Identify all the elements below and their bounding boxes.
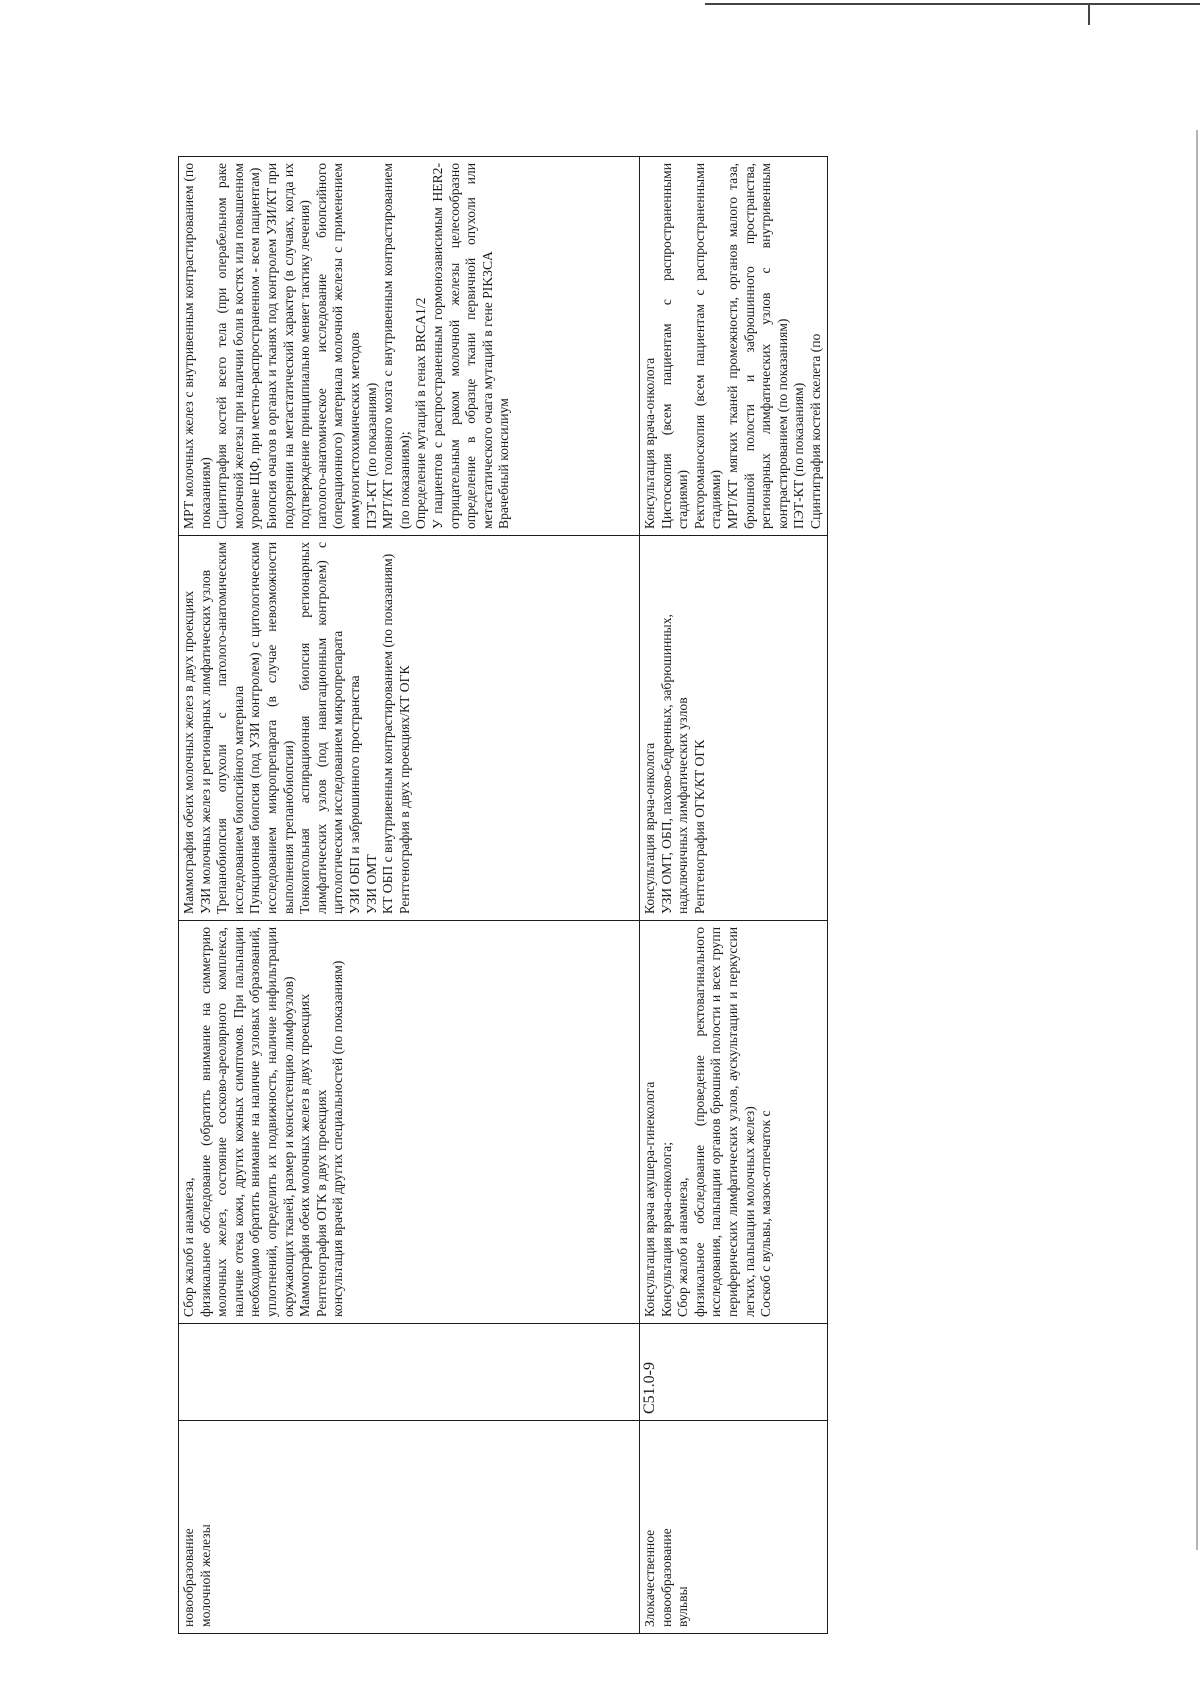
table-row [640,157,828,1634]
specialized-exam-text: МРТ молочных желез с внутривенным контрастированием (по показаниям) Сцинтиграфия костей всего тела (при операбельном раке молочной железы при наличии боли в костях или повышенном уровне ЩФ, при местно-распространенном - всем пациентам) Биопсия очагов в органах и тканях под контролем УЗИ/КТ при подозрении на метастатический характер (в случаях, когда их подтверждение принципиально меняет тактику лечения) патолого-анатомическое исследование биопсийного (операционного) материала молочной железы с применением иммуногистохимических методов ПЭТ-КТ (по показаниям) МРТ/КТ головного мозга с внутривенным контрастированием (по показаниям); Определение мутаций в генах BRCA1/2 У пациентов с распространенным гормонозависимым HER2-отрицательным раком молочной железы целесообразно определение в образце ткани первичной опухоли или метастатического очага мутаций в гене PIK3CA Врачебный консилиум [181,163,512,529]
rotated-page [0,96,1200,1696]
table-row [179,157,640,1634]
primary-exam-cell [179,921,640,1324]
diagnosis-name-cell [640,1421,828,1634]
confirmation-exam-cell [179,536,640,921]
icd-code-cell [640,1324,828,1421]
diagnostic-table [178,156,828,1634]
diagnosis-name-cell [179,1421,640,1634]
icd-code-cell [179,1324,640,1421]
specialized-exam-cell [179,157,640,536]
primary-exam-cell [640,921,828,1324]
scan-line-top-right [1088,3,1090,25]
primary-exam-text: Сбор жалоб и анамнеза, физикальное обследование (обратить внимание на симметрию молочных желез, состояние сосково-ареолярного комплекса, наличие отека кожи, других кожных симптомов. При пальпации необходимо обратить внимание на наличие узловых образований, уплотнений, определить их подвижность, наличие инфильтрации окружающих тканей, размер и консистенцию лимфоузлов) Маммография обеих молочных желез в двух проекциях Рентгенография ОГК в двух проекциях консультация врачей других специальностей (по показаниям) [181,927,346,1317]
diagnosis-name: новообразование молочной железы [181,1524,213,1627]
scan-line-top [705,3,1200,5]
diagnosis-name: Злокачественное новообразование вульвы [642,1528,691,1627]
specialized-exam-text: Консультация врача-онколога Цистоскопия (всем пациентам с распространенными стадиями) Ректороманоскопия (всем пациентам с распространенными стадиями) МРТ/КТ мягких тканей промежности, органов малого таза, брюшной полости и забрюшинного пространства, регионарных лимфатических узлов с внутривенным контрастированием (по показаниям) ПЭТ-КТ (по показаниям) Сцинтиграфия костей скелета (по [642,163,823,529]
confirmation-exam-cell [640,536,828,921]
specialized-exam-cell [640,157,828,536]
primary-exam-text: Консультация врача акушера-гинеколога Консультация врача-онколога; Сбор жалоб и анамнеза, физикальное обследование (проведение ректовагинального исследования, пальпации органов брюшной полости и всех групп периферических лимфатических узлов, аускультации и перкуссии легких, пальпации молочных желез) Соскоб с вульвы, мазок-отпечаток с [642,927,774,1317]
icd-code: C51.0-9 [641,1362,658,1414]
confirmation-exam-text: Маммография обеих молочных желез в двух проекциях УЗИ молочных желез и регионарных лимфатических узлов Трепанобиопсия опухоли с патолого-анатомическим исследованием биопсийного материала Пункционная биопсия (под УЗИ контролем) с цитологическим исследованием микропрепарата (в случае невозможности выполнения трепанобиопсии) Тонкоигольная аспирационная биопсия регионарных лимфатических узлов (под навигационным контролем) с цитологическим исследованием микропрепарата УЗИ ОБП и забрюшинного пространства УЗИ ОМТ КТ ОБП с внутривенным контрастированием (по показаниям) Рентгенография в двух проекциях/КТ ОГК [181,542,412,914]
confirmation-exam-text: Консультация врача-онколога УЗИ ОМТ, ОБП, пахово-бедренных, забрюшинных, надключичных лимфатических узлов Рентгенография ОГК/КТ ОГК [642,614,707,914]
